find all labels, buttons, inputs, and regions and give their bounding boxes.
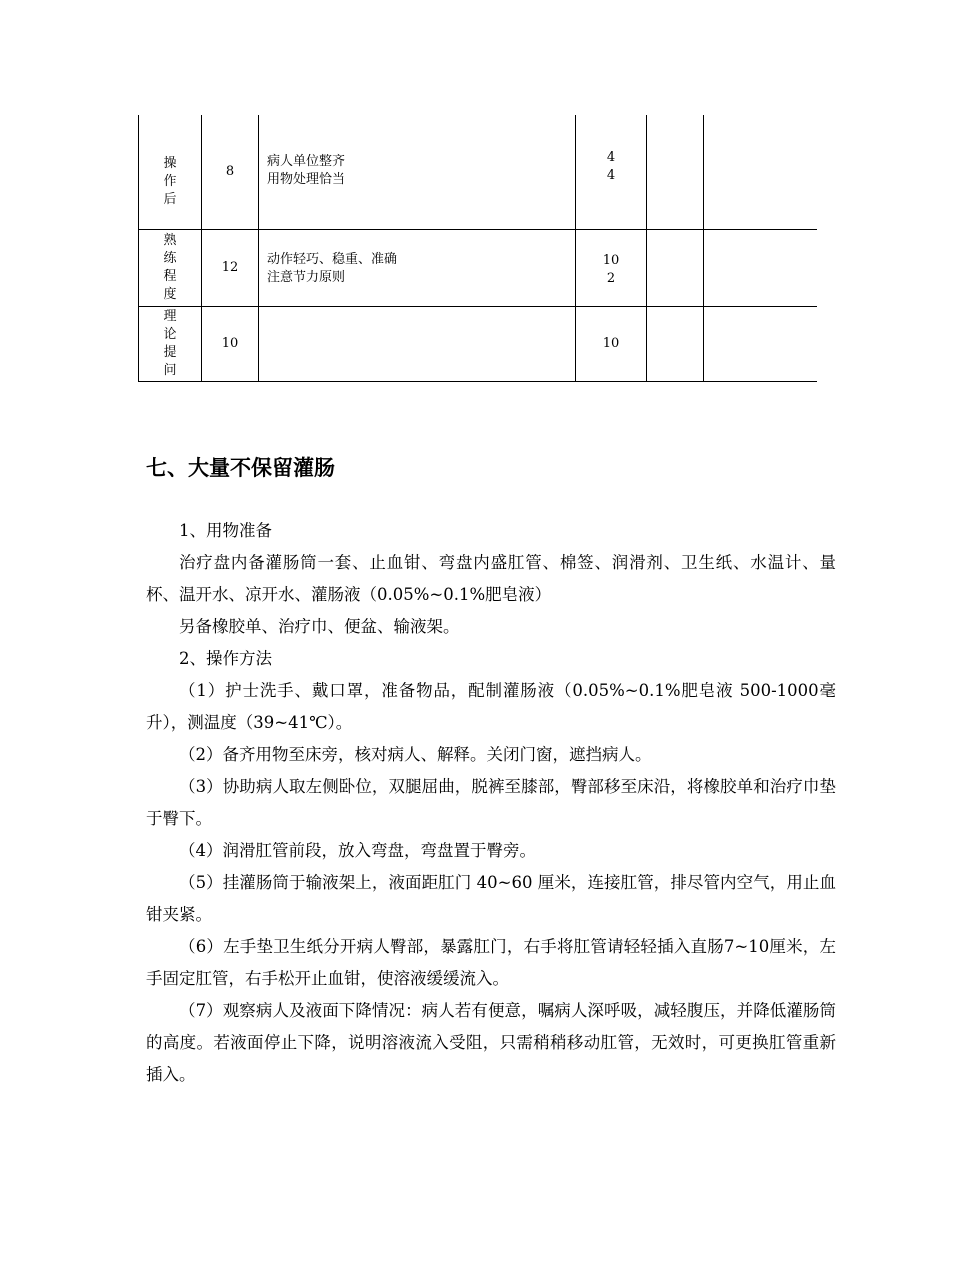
requirement-line: 用物处理恰当 (267, 172, 346, 187)
category-char: 练 (163, 250, 177, 266)
category-char: 作 (163, 174, 177, 189)
empty-cell (647, 115, 704, 229)
requirement-line: 病人单位整齐 (267, 154, 346, 169)
points-line: 4 (606, 168, 616, 183)
section-title: 七、大量不保留灌肠 (146, 455, 335, 480)
points-line: 2 (606, 270, 616, 286)
category-char: 度 (163, 286, 177, 302)
paragraph: （4）润滑肛管前段，放入弯盘，弯盘置于臀旁。 (179, 841, 536, 860)
category-char: 程 (163, 268, 177, 284)
category-char: 问 (163, 362, 177, 378)
empty-cell (647, 229, 704, 306)
points-cell (576, 229, 647, 306)
paragraph: 治疗盘内备灌肠筒一套、止血钳、弯盘内盛肛管、棉签、润滑剂、卫生纸、水温计、量杯、温开水、凉开水、灌肠液（0.05%~0.1%肥皂液） (146, 553, 836, 604)
category-char: 理 (163, 308, 177, 324)
category-char: 后 (163, 192, 177, 207)
requirement-line: 注意节力原则 (267, 269, 346, 285)
requirement-cell (259, 229, 576, 306)
paragraph: （5）挂灌肠筒于输液架上，液面距肛门 40~60 厘米，连接肛管，排尽管内空气，用止血钳夹紧。 (146, 873, 836, 924)
category-cell (139, 306, 202, 381)
paragraph: （2）备齐用物至床旁，核对病人、解释。关闭门窗，遮挡病人。 (179, 745, 652, 764)
requirement-cell (259, 306, 576, 381)
points-line: 10 (602, 335, 620, 351)
table-row (139, 229, 817, 306)
table-row (139, 306, 817, 381)
paragraph: 2、操作方法 (179, 649, 272, 668)
points-cell (576, 306, 647, 381)
category-char: 论 (163, 326, 177, 342)
requirement-cell (259, 115, 576, 229)
score-table (138, 115, 817, 382)
paragraph: 1、用物准备 (179, 521, 272, 540)
total-score-cell: 10 (202, 306, 259, 381)
table-row (139, 115, 817, 229)
total-score-cell: 12 (202, 229, 259, 306)
paragraph: （1）护士洗手、戴口罩，准备物品，配制灌肠液（0.05%~0.1%肥皂液 500-1000毫升），测温度（39~41℃）。 (146, 681, 836, 732)
section-content (146, 515, 836, 1091)
category-char: 熟 (163, 232, 177, 248)
paragraph: （6）左手垫卫生纸分开病人臀部，暴露肛门，右手将肛管请轻轻插入直肠7~10厘米，左手固定肛管，右手松开止血钳，使溶液缓缓流入。 (146, 937, 836, 988)
points-line: 10 (602, 252, 620, 268)
category-cell (139, 229, 202, 306)
paragraph: （3）协助病人取左侧卧位，双腿屈曲，脱裤至膝部，臀部移至床沿，将橡胶单和治疗巾垫于臀下。 (146, 777, 836, 828)
points-line: 4 (606, 150, 616, 165)
requirement-line: 动作轻巧、稳重、准确 (267, 251, 398, 267)
empty-cell (704, 306, 817, 381)
empty-cell (704, 229, 817, 306)
points-cell (576, 115, 647, 229)
paragraph: （7）观察病人及液面下降情况：病人若有便意，嘱病人深呼吸，减轻腹压，并降低灌肠筒的高度。若液面停止下降，说明溶液流入受阻，只需稍稍移动肛管，无效时，可更换肛管重新插入。 (146, 1001, 836, 1084)
paragraph: 另备橡胶单、治疗巾、便盆、输液架。 (179, 617, 460, 636)
category-char: 操 (163, 156, 177, 171)
category-char: 提 (163, 344, 177, 360)
empty-cell (704, 115, 817, 229)
category-cell (139, 115, 202, 229)
total-score-cell: 8 (202, 115, 259, 229)
empty-cell (647, 306, 704, 381)
